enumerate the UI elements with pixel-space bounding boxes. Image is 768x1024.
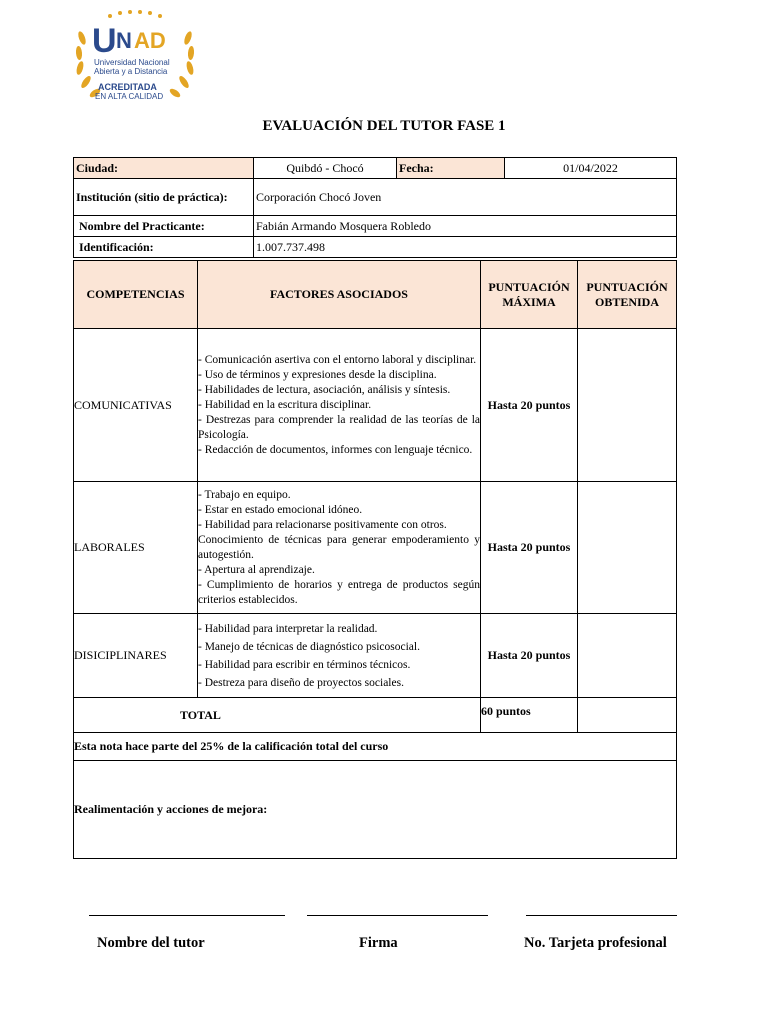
- tutor-name-label: Nombre del tutor: [97, 935, 205, 951]
- svg-text:Universidad Nacional: Universidad Nacional: [94, 58, 170, 67]
- firma-signature-line: [307, 915, 488, 916]
- city-label: Ciudad:: [74, 158, 254, 179]
- factor-item: Conocimiento de técnicas para generar empoderamiento y autogestión.: [198, 533, 480, 561]
- obtained-points[interactable]: [578, 482, 677, 614]
- practitioner-label: Nombre del Practicante:: [74, 216, 254, 237]
- factors-list: [198, 614, 481, 698]
- date-value[interactable]: 01/04/2022: [505, 158, 677, 179]
- institution-value[interactable]: Corporación Chocó Joven: [254, 179, 677, 216]
- competence-name: COMUNICATIVAS: [74, 329, 198, 482]
- firma-label: Firma: [359, 935, 398, 951]
- obtained-points[interactable]: [578, 614, 677, 698]
- max-points: Hasta 20 puntos: [481, 614, 578, 698]
- factor-item: - Destrezas para comprender la realidad de las teorías de la Psicología.: [198, 413, 480, 441]
- date-label: Fecha:: [397, 158, 505, 179]
- professional-card-label: No. Tarjeta profesional: [524, 935, 667, 951]
- factor-item: - Habilidad para interpretar la realidad.: [198, 622, 378, 635]
- factors-list: [198, 482, 481, 614]
- feedback-field[interactable]: [74, 761, 677, 859]
- svg-text:N: N: [116, 28, 132, 53]
- city-value[interactable]: Quibdó - Chocó: [254, 158, 397, 179]
- grade-note: Esta nota hace parte del 25% de la calificación total del curso: [74, 733, 677, 761]
- feedback-row: [74, 761, 677, 859]
- institution-label: Institución (sitio de práctica):: [74, 179, 254, 216]
- svg-text:AD: AD: [134, 28, 166, 53]
- practitioner-value[interactable]: Fabián Armando Mosquera Robledo: [254, 216, 677, 237]
- max-points: Hasta 20 puntos: [481, 482, 578, 614]
- competence-name: LABORALES: [74, 482, 198, 614]
- factor-item: - Destreza para diseño de proyectos sociales.: [198, 676, 404, 689]
- total-label: TOTAL: [74, 698, 481, 733]
- table-header-row: [74, 261, 677, 329]
- evaluation-table: [73, 260, 677, 859]
- tutor-signature-line: [89, 915, 285, 916]
- id-row: [74, 237, 677, 258]
- total-max: 60 puntos: [481, 698, 578, 733]
- institution-row: [74, 179, 677, 216]
- factor-item: - Comunicación asertiva con el entorno laboral y disciplinar.: [198, 353, 477, 366]
- factor-item: - Cumplimiento de horarios y entrega de productos según criterios establecidos.: [198, 578, 480, 606]
- page-title: EVALUACIÓN DEL TUTOR FASE 1: [262, 118, 506, 134]
- table-row: [74, 329, 677, 482]
- header-max: PUNTUACIÓN MÁXIMA: [481, 261, 578, 329]
- factor-item: - Apertura al aprendizaje.: [198, 563, 315, 576]
- header-factores: FACTORES ASOCIADOS: [198, 261, 481, 329]
- info-table: [73, 157, 677, 258]
- unad-logo: [70, 8, 200, 106]
- factor-item: - Habilidad para escribir en términos técnicos.: [198, 658, 411, 671]
- factor-item: - Manejo de técnicas de diagnóstico psicosocial.: [198, 640, 420, 653]
- factor-item: - Trabajo en equipo.: [198, 488, 291, 501]
- feedback-label: Realimentación y acciones de mejora:: [74, 802, 268, 816]
- total-obtained[interactable]: [578, 698, 677, 733]
- note-row: [74, 733, 677, 761]
- competence-name: DISICIPLINARES: [74, 614, 198, 698]
- factor-item: - Habilidad para relacionarse positivamente con otros.: [198, 518, 447, 531]
- svg-text:Abierta y a Distancia: Abierta y a Distancia: [94, 67, 168, 76]
- city-date-row: [74, 158, 677, 179]
- obtained-points[interactable]: [578, 329, 677, 482]
- svg-text:EN ALTA CALIDAD: EN ALTA CALIDAD: [95, 92, 164, 101]
- practitioner-row: [74, 216, 677, 237]
- factor-item: - Uso de términos y expresiones desde la disciplina.: [198, 368, 437, 381]
- table-row: [74, 614, 677, 698]
- tarjeta-signature-line: [526, 915, 677, 916]
- factors-list: [198, 329, 481, 482]
- header-competencias: COMPETENCIAS: [74, 261, 198, 329]
- table-row: [74, 482, 677, 614]
- factor-item: - Habilidad en la escritura disciplinar.: [198, 398, 372, 411]
- factor-item: - Estar en estado emocional idóneo.: [198, 503, 363, 516]
- id-label: Identificación:: [74, 237, 254, 258]
- svg-text:ACREDITADA: ACREDITADA: [98, 82, 157, 92]
- header-obtained: PUNTUACIÓN OBTENIDA: [578, 261, 677, 329]
- factor-item: - Redacción de documentos, informes con lenguaje técnico.: [198, 443, 473, 456]
- factor-item: - Habilidades de lectura, asociación, análisis y síntesis.: [198, 383, 451, 396]
- total-row: [74, 698, 677, 733]
- svg-text:U: U: [92, 22, 117, 60]
- id-value[interactable]: 1.007.737.498: [254, 237, 677, 258]
- max-points: Hasta 20 puntos: [481, 329, 578, 482]
